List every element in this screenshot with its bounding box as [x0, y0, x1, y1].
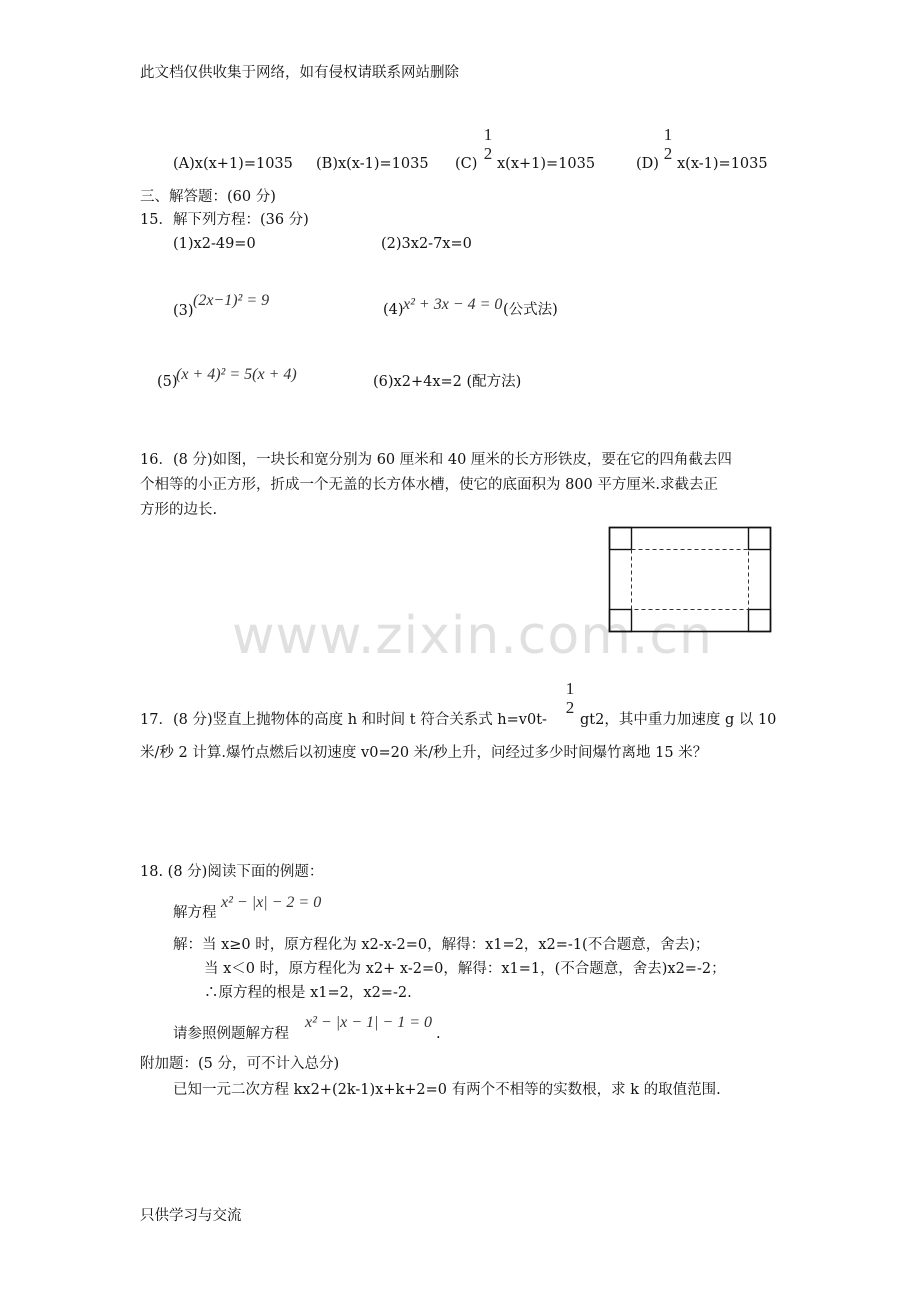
question-17-line-1-start: 17．(8 分)竖直上抛物体的高度 h 和时间 t 符合关系式 h=v0t- [140, 712, 547, 728]
q18-task-equation: x² − |x − 1| − 1 = 0 [305, 1014, 432, 1031]
q17-fraction [563, 680, 577, 717]
corner-square-bottom-left [610, 610, 632, 632]
q18-example-equation: x² − |x| − 2 = 0 [221, 894, 322, 911]
q15-part-4-label: (4) [383, 302, 404, 318]
watermark: www.zixin.com.cn [232, 606, 713, 666]
fraction-numerator: 1 [663, 125, 673, 144]
bonus-title: 附加题：(5 分，可不计入总分) [140, 1056, 340, 1072]
section-title: 三、解答题：(60 分) [140, 189, 276, 205]
choice-d-label: (D) [636, 156, 659, 172]
iron-sheet-figure [608, 526, 774, 636]
q15-part-6: (6)x2+4x=2 (配方法) [373, 374, 522, 390]
sheet-outline [610, 528, 771, 632]
question-18-title: 18. (8 分)阅读下面的例题： [140, 864, 324, 880]
choice-a: (A)x(x+1)=1035 [173, 156, 293, 172]
q15-part-3-equation: (2x−1)² = 9 [193, 292, 270, 309]
q15-part-4-method: (公式法) [503, 302, 558, 318]
q18-task-label: 请参照例题解方程 [173, 1026, 289, 1042]
q18-solution-step-2: 当 x＜0 时，原方程化为 x2+ x-2=0，解得：x1=1，(不合题意，舍去)x2=-2； [204, 961, 726, 977]
fold-line-dashed [632, 550, 749, 610]
q18-solution-step-3: ∴原方程的根是 x1=2，x2=-2. [204, 985, 412, 1001]
corner-square-top-left [610, 528, 632, 550]
question-17-line-2: 米/秒 2 计算.爆竹点燃后以初速度 v0=20 米/秒上升，问经过多少时间爆竹离地 15 米？ [140, 745, 708, 761]
choice-b: (B)x(x-1)=1035 [316, 156, 429, 172]
q15-part-3-label: (3) [173, 303, 194, 319]
fraction-numerator: 1 [483, 125, 493, 144]
q15-part-5-equation: (x + 4)² = 5(x + 4) [176, 366, 297, 383]
q15-part-5-label: (5) [157, 374, 178, 390]
choice-c-label: (C) [455, 156, 478, 172]
bonus-text: 已知一元二次方程 kx2+(2k-1)x+k+2=0 有两个不相等的实数根，求 k 的取值范围. [173, 1082, 721, 1098]
question-16-line-3: 方形的边长. [140, 502, 218, 518]
fraction-numerator: 1 [565, 679, 575, 698]
corner-square-bottom-right [749, 610, 771, 632]
q15-part-1: (1)x2-49=0 [173, 236, 256, 252]
fraction-denominator: 2 [565, 697, 575, 717]
q15-part-2: (2)3x2-7x=0 [381, 236, 472, 252]
choice-d-fraction [661, 126, 675, 163]
question-17-line-1-end: gt2，其中重力加速度 g 以 10 [580, 712, 777, 728]
choice-d-equation: x(x-1)=1035 [677, 156, 768, 172]
question-16-line-1: 16．(8 分)如图，一块长和宽分别为 60 厘米和 40 厘米的长方形铁皮，要在它的四角截去四 [140, 452, 732, 468]
page-footer: 只供学习与交流 [140, 1208, 242, 1224]
q18-solve-label: 解方程 [173, 905, 217, 921]
q18-solution-step-1: 解：当 x≥0 时，原方程化为 x2-x-2=0，解得：x1=2，x2=-1(不合题意，舍去)； [173, 937, 710, 953]
corner-square-top-right [749, 528, 771, 550]
q18-task-period: . [436, 1026, 441, 1042]
question-16-line-2: 个相等的小正方形，折成一个无盖的长方体水槽，使它的底面积为 800 平方厘米.求截去正 [140, 477, 718, 493]
fraction-denominator: 2 [663, 143, 673, 163]
choice-c-fraction [481, 126, 495, 163]
question-15-title: 15．解下列方程：(36 分) [140, 212, 309, 228]
page-header: 此文档仅供收集于网络，如有侵权请联系网站删除 [140, 65, 459, 81]
fraction-denominator: 2 [483, 143, 493, 163]
choice-c-equation: x(x+1)=1035 [497, 156, 596, 172]
q15-part-4-equation: x² + 3x − 4 = 0 [403, 296, 503, 313]
